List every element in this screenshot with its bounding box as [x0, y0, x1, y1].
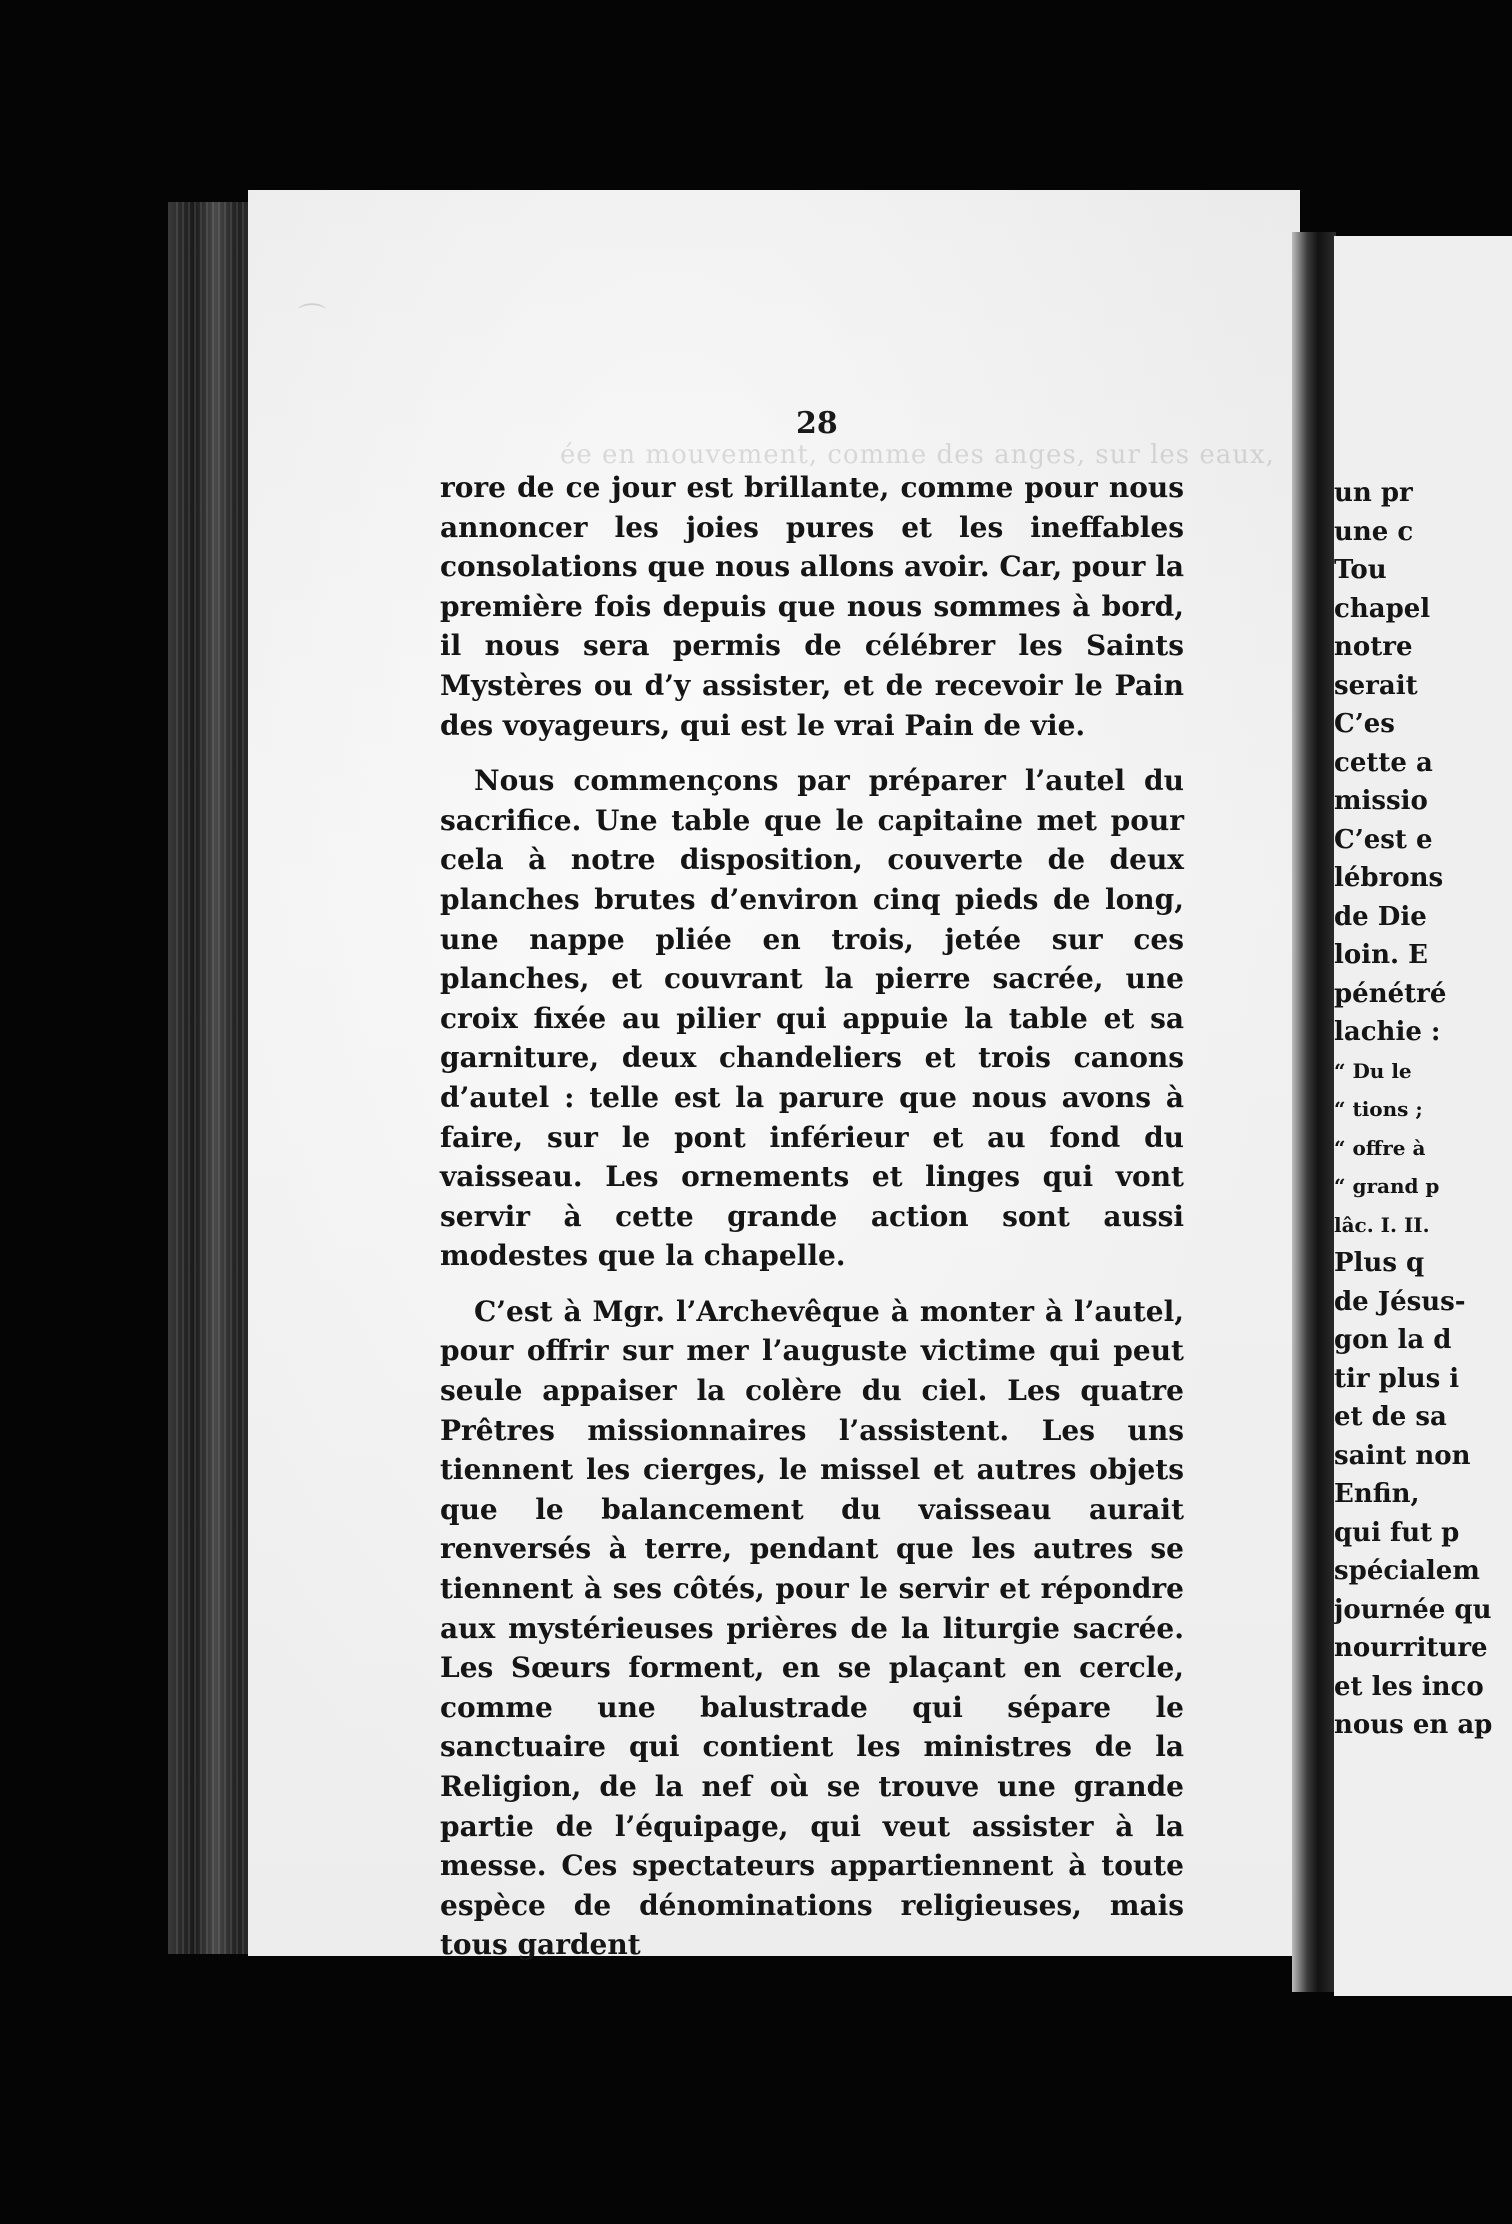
paragraph-2: Nous commençons par préparer l’autel du sacrifice. Une table que le capitaine met pour cela à notre disposition, couverte de deux planches brutes d’environ cinq pieds de long, une nappe pliée en trois, jetée sur ces planches, et couvrant la pierre sacrée, une croix fixée au pilier qui appuie la table et sa garniture, deux chandeliers et trois canons d’autel : telle est la parure que nous avons à faire, sur le pont inférieur et au fond du vaisseau. Les ornements et linges qui vont servir à cette grande action sont aussi modestes que la chapelle. [440, 764, 1184, 1273]
facing-page-line: une c [1334, 516, 1414, 547]
facing-page-line: “ grand p [1334, 1174, 1440, 1198]
facing-page-line: nourriture [1334, 1633, 1488, 1663]
facing-page-line: “ Du le [1334, 1058, 1412, 1083]
margin-mark: ⌒ [298, 301, 327, 334]
facing-page-line: loin. E [1334, 940, 1428, 970]
facing-page-line: et de sa [1334, 1402, 1447, 1432]
facing-page-line: de Jésus- [1334, 1286, 1466, 1317]
facing-page-line: Enfin, [1334, 1479, 1420, 1509]
facing-page-line: qui fut p [1334, 1517, 1460, 1548]
book-page-edges-lines [176, 202, 246, 1954]
facing-page-line: notre [1334, 632, 1413, 662]
facing-page-line: spécialem [1334, 1556, 1480, 1586]
facing-page-line: saint non [1334, 1440, 1471, 1471]
book-gutter [1292, 232, 1336, 1992]
facing-page-line: lébrons [1334, 863, 1444, 893]
facing-page-line: de Die [1334, 901, 1427, 932]
facing-page-line: chapel [1334, 593, 1431, 624]
facing-page-line: serait [1334, 670, 1418, 701]
facing-page-line: lachie : [1334, 1017, 1441, 1047]
facing-page-line: missio [1334, 786, 1428, 816]
facing-page-line: tir plus i [1334, 1363, 1460, 1394]
paragraph-3: C’est à Mgr. l’Archevêque à monter à l’autel, pour offrir sur mer l’auguste victime qui peut seule appaiser la colère du ciel. Les quatre Prêtres missionnaires l’assistent. Les uns tiennent les cierges, le missel et autres objets que le balancement du vaisseau aurait renversés à terre, pendant que les autres se tiennent à ses côtés, pour le servir et répondre aux mystérieuses prières de la liturgie sacrée. Les Sœurs forment, en se plaçant en cercle, comme une balustrade qui sépare le sanctuaire qui contient les ministres de la Religion, de la nef où se trouve une grande partie de l’équipage, qui veut assister à la messe. Ces spectateurs appartiennent à toute espèce de dénominations religieuses, mais tous gardent [440, 1294, 1184, 1962]
facing-page-line: C’es [1334, 709, 1395, 739]
facing-page-line: pénétré [1334, 978, 1447, 1009]
facing-page-line: journée qu [1334, 1594, 1492, 1625]
facing-page-line: un pr [1334, 478, 1413, 508]
facing-page-line: C’est e [1334, 824, 1433, 855]
facing-page-line: “ offre à [1334, 1135, 1426, 1160]
facing-page [1334, 236, 1512, 1996]
facing-page-line: “ tions ; [1334, 1097, 1423, 1121]
facing-page-line: cette a [1334, 747, 1433, 778]
facing-page-text [1334, 474, 1512, 1745]
page-text [440, 468, 1184, 1981]
page-number: 28 [796, 406, 838, 441]
facing-page-line: Tou [1334, 555, 1387, 585]
facing-page-line: nous en ap [1334, 1710, 1493, 1740]
facing-page-line: Plus q [1334, 1248, 1425, 1278]
facing-page-line: lâc. I. II. [1334, 1212, 1430, 1237]
bleed-through-text: ée en mouvement, comme des anges, sur les eaux, [560, 440, 1275, 470]
facing-page-line: et les inco [1334, 1671, 1484, 1702]
paragraph-1: rore de ce jour est brillante, comme pour nous annoncer les joies pures et les ineffables consolations que nous allons avoir. Car, pour la première fois depuis que nous sommes à bord, il nous sera permis de célébrer les Saints Mystères ou d’y assister, et de recevoir le Pain des voyageurs, qui est le vrai Pain de vie. [440, 471, 1184, 742]
facing-page-line: gon la d [1334, 1325, 1452, 1355]
